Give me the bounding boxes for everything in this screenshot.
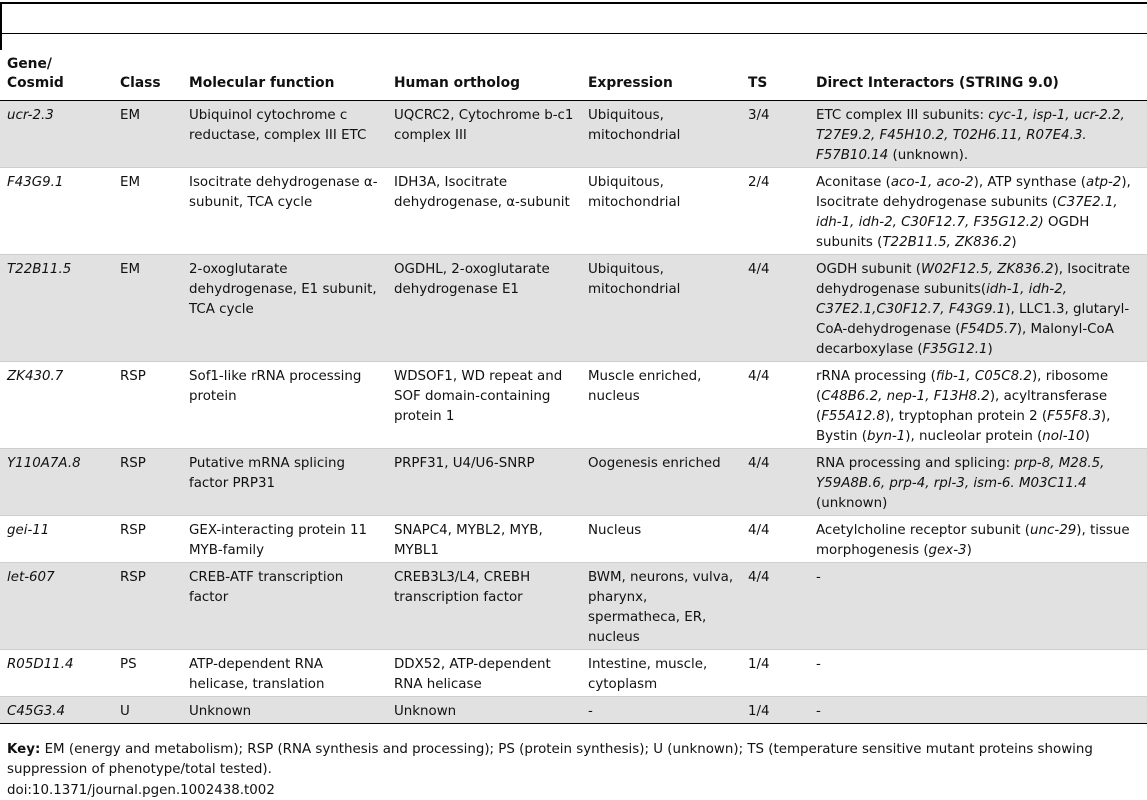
cell-ortholog: PRPF31, U4/U6-SNRP — [394, 456, 535, 471]
table-row — [0, 255, 1147, 362]
interactor-genes: prp-8, M28.5, Y59A8B.6, prp-4, rpl-3, ism-6. M03C11.4 — [816, 456, 1105, 491]
cell-class: EM — [120, 262, 141, 277]
table-row — [0, 650, 1147, 697]
interactor-text: Acetylcholine receptor subunit ( — [816, 523, 1031, 538]
table-row — [0, 101, 1147, 168]
interactor-text: ) — [987, 342, 993, 357]
cell-gene: let-607 — [7, 570, 55, 585]
top-rule — [0, 2, 1147, 4]
cell-ortholog: Unknown — [394, 704, 457, 719]
cell-ortholog: SNAPC4, MYBL2, MYB, MYBL1 — [394, 523, 543, 558]
col-header-class: Class — [113, 55, 182, 101]
interactor-genes: W02F12.5, ZK836.2 — [920, 262, 1054, 277]
interactor-text: RNA processing and splicing: — [816, 456, 1015, 471]
cell-interactors — [809, 449, 1147, 516]
table-key — [7, 740, 1142, 780]
interactor-text: ), nucleolar protein ( — [905, 429, 1043, 444]
interactor-text: OGDH subunit ( — [816, 262, 921, 277]
interactor-genes: T22B11.5, ZK836.2 — [882, 235, 1012, 250]
interactor-text: (unknown). — [888, 148, 969, 163]
interactor-genes: byn-1 — [867, 429, 906, 444]
interactor-genes: nol-10 — [1042, 429, 1085, 444]
interactor-genes: atp-2 — [1086, 175, 1122, 190]
cell-interactors — [809, 516, 1147, 563]
interactor-genes: unc-29 — [1030, 523, 1077, 538]
col-header-gene: Gene/ Cosmid — [0, 55, 113, 101]
doi-line: doi:10.1371/journal.pgen.1002438.t002 — [7, 783, 275, 798]
cell-class: RSP — [120, 369, 146, 384]
interactor-text: rRNA processing ( — [816, 369, 936, 384]
cell-function: CREB-ATF transcription factor — [189, 570, 344, 605]
cell-function: Isocitrate dehydrogenase α-subunit, TCA cycle — [189, 175, 378, 210]
cell-expression: Intestine, muscle, cytoplasm — [588, 657, 708, 692]
cell-gene: Y110A7A.8 — [7, 456, 81, 471]
cell-function: Unknown — [189, 704, 252, 719]
table-row — [0, 449, 1147, 516]
table-row — [0, 362, 1147, 449]
cell-gene: ucr-2.3 — [7, 108, 54, 123]
cell-class: EM — [120, 175, 141, 190]
cell-function: 2-oxoglutarate dehydrogenase, E1 subunit, TCA cycle — [189, 262, 377, 317]
table-row — [0, 516, 1147, 563]
col-header-interactors: Direct Interactors (STRING 9.0) — [809, 55, 1147, 101]
cell-function: Putative mRNA splicing factor PRP31 — [189, 456, 345, 491]
interactor-text: (unknown) — [816, 496, 888, 511]
cell-interactors — [809, 563, 1147, 650]
interactor-text: ), Malonyl-CoA decarboxylase ( — [816, 322, 1114, 357]
interactor-genes: fib-1, C05C8.2 — [935, 369, 1032, 384]
col-header-ortholog: Human ortholog — [387, 55, 581, 101]
cell-ortholog: CREB3L3/L4, CREBH transcription factor — [394, 570, 531, 605]
interactor-text: Aconitase ( — [816, 175, 891, 190]
interactor-text: ), Bystin ( — [816, 409, 1111, 444]
interactor-text: ) — [1011, 235, 1017, 250]
interactor-text: ), ATP synthase ( — [973, 175, 1086, 190]
cell-ts: 1/4 — [748, 704, 770, 719]
cell-expression: - — [588, 704, 593, 719]
cell-gene: C45G3.4 — [7, 704, 66, 719]
left-rule — [0, 2, 2, 50]
cell-ts: 4/4 — [748, 570, 770, 585]
cell-expression: Muscle enriched, nucleus — [588, 369, 702, 404]
interactor-text: - — [816, 704, 821, 719]
interactor-text: ), acyltransferase ( — [816, 389, 1108, 424]
interactor-genes: F54D5.7 — [960, 322, 1017, 337]
col-header-function: Molecular function — [182, 55, 387, 101]
table-row — [0, 168, 1147, 255]
cell-ts: 4/4 — [748, 523, 770, 538]
cell-class: PS — [120, 657, 137, 672]
cell-ts: 4/4 — [748, 262, 770, 277]
col-header-ts: TS — [741, 55, 809, 101]
cell-function: Ubiquinol cytochrome c reductase, complex III ETC — [189, 108, 367, 143]
cell-ts: 1/4 — [748, 657, 770, 672]
cell-function: GEX-interacting protein 11 MYB-family — [189, 523, 368, 558]
interactor-genes: F35G12.1 — [922, 342, 988, 357]
cell-interactors — [809, 362, 1147, 449]
interactor-text: ) — [1084, 429, 1090, 444]
cell-gene: R05D11.4 — [7, 657, 74, 672]
cell-ortholog: DDX52, ATP-dependent RNA helicase — [394, 657, 551, 692]
cell-ts: 4/4 — [748, 369, 770, 384]
interactor-genes: aco-1, aco-2 — [890, 175, 974, 190]
interactor-text: ), tissue morphogenesis ( — [816, 523, 1130, 558]
interactor-text: ), tryptophan protein 2 ( — [884, 409, 1048, 424]
cell-ortholog: UQCRC2, Cytochrome b-c1 complex III — [394, 108, 574, 143]
cell-gene: gei-11 — [7, 523, 50, 538]
cell-class: EM — [120, 108, 141, 123]
interactor-text: ), Isocitrate dehydrogenase subunits( — [816, 262, 1130, 297]
cell-gene: ZK430.7 — [7, 369, 64, 384]
table-row — [0, 563, 1147, 650]
cell-gene: F43G9.1 — [7, 175, 64, 190]
cell-expression: Ubiquitous, mitochondrial — [588, 108, 681, 143]
cell-interactors — [809, 255, 1147, 362]
interactor-genes: C48B6.2, nep-1, F13H8.2 — [821, 389, 990, 404]
cell-expression: Ubiquitous, mitochondrial — [588, 175, 681, 210]
cell-ortholog: IDH3A, Isocitrate dehydrogenase, α-subunit — [394, 175, 570, 210]
interactor-text: - — [816, 657, 821, 672]
interactor-genes: gex-3 — [928, 543, 967, 558]
cell-class: RSP — [120, 570, 146, 585]
cell-expression: Ubiquitous, mitochondrial — [588, 262, 681, 297]
key-label: Key: — [7, 742, 41, 757]
cell-expression: Nucleus — [588, 523, 642, 538]
interactor-text: OGDH subunits ( — [816, 215, 1090, 250]
cell-class: RSP — [120, 456, 146, 471]
cell-ts: 4/4 — [748, 456, 770, 471]
cell-ortholog: OGDHL, 2-oxoglutarate dehydrogenase E1 — [394, 262, 550, 297]
interactor-text: ), LLC1.3, glutaryl-CoA-dehydrogenase ( — [816, 302, 1130, 337]
interactor-genes: F55F8.3 — [1047, 409, 1101, 424]
key-text: EM (energy and metabolism); RSP (RNA synthesis and processing); PS (protein synthesis); U (unknown); TS (temperature sensitive mutant proteins showing suppression of phenotype/total tested). — [7, 742, 1093, 777]
cell-interactors — [809, 168, 1147, 255]
cell-class: U — [120, 704, 130, 719]
cell-interactors — [809, 101, 1147, 168]
cell-ortholog: WDSOF1, WD repeat and SOF domain-containing protein 1 — [394, 369, 563, 424]
cell-interactors — [809, 650, 1147, 697]
col-header-expression: Expression — [581, 55, 741, 101]
interactor-text: ) — [966, 543, 972, 558]
interactor-text: - — [816, 570, 821, 585]
cell-expression: Oogenesis enriched — [588, 456, 721, 471]
interactor-text: ETC complex III subunits: — [816, 108, 989, 123]
interactor-genes: C37E2.1, idh-1, idh-2, C30F12.7, F35G12.2) — [816, 195, 1118, 230]
cell-ts: 2/4 — [748, 175, 770, 190]
cell-ts: 3/4 — [748, 108, 770, 123]
header-row — [0, 55, 1147, 101]
interactor-text: ), ribosome ( — [816, 369, 1109, 404]
cell-class: RSP — [120, 523, 146, 538]
table-row — [0, 697, 1147, 724]
interactor-text: ), Isocitrate dehydrogenase subunits ( — [816, 175, 1131, 210]
interactor-genes: cyc-1, isp-1, ucr-2.2, T27E9.2, F45H10.2, T02H6.11, R07E4.3. F57B10.14 — [816, 108, 1125, 163]
cell-function: Sof1-like rRNA processing protein — [189, 369, 362, 404]
cell-interactors — [809, 697, 1147, 724]
table-body — [0, 101, 1147, 724]
interactor-genes: idh-1, idh-2, C37E2.1,C30F12.7, F43G9.1 — [816, 282, 1067, 317]
gene-table — [0, 55, 1147, 724]
cell-expression: BWM, neurons, vulva, pharynx, spermatheca, ER, nucleus — [588, 570, 734, 645]
header-divider — [0, 33, 1147, 34]
interactor-genes: F55A12.8 — [821, 409, 885, 424]
cell-gene: T22B11.5 — [7, 262, 72, 277]
cell-function: ATP-dependent RNA helicase, translation — [189, 657, 325, 692]
